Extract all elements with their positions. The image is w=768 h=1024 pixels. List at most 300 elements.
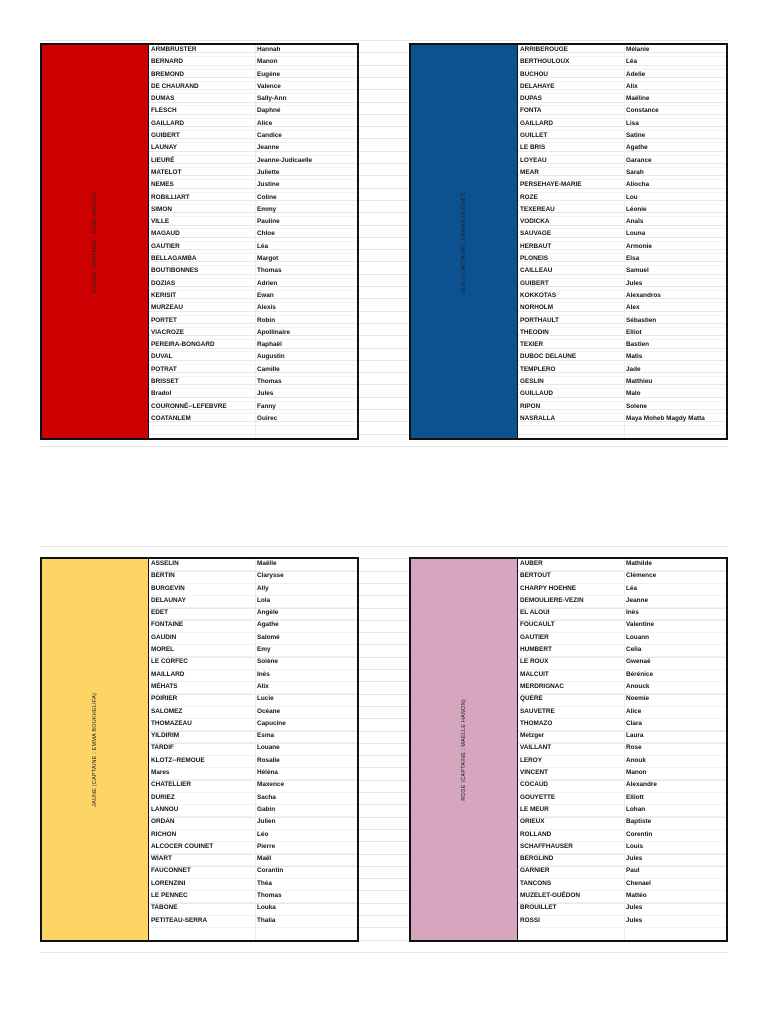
last-name-cell: LE BRIS — [520, 144, 546, 152]
table-row — [518, 365, 726, 377]
last-name-cell: AUBER — [520, 560, 543, 567]
last-name-cell: POIRIER — [151, 695, 178, 703]
last-name-cell: DELAHAYE — [520, 82, 555, 90]
first-name-cell: Ally — [257, 584, 269, 592]
last-name-cell: BERTOUT — [520, 572, 551, 580]
first-name-cell: Louna — [626, 230, 646, 238]
table-row — [149, 340, 357, 352]
table-row — [149, 879, 357, 891]
table-row — [518, 756, 726, 768]
last-name-cell: ROLLAND — [520, 830, 552, 838]
table-row — [518, 830, 726, 842]
first-name-cell: Maxence — [257, 781, 284, 789]
last-name-cell: ARMBRUSTER — [151, 46, 197, 53]
first-name-cell: Mattéo — [626, 892, 647, 900]
table-row — [518, 916, 726, 928]
table-row — [518, 193, 726, 205]
first-name-cell: Samuel — [626, 267, 649, 275]
last-name-cell: WIART — [151, 855, 172, 863]
first-name-cell: Valence — [257, 82, 281, 90]
last-name-cell: ORIEUX — [520, 818, 545, 826]
first-name-cell: Jade — [626, 365, 641, 373]
first-name-cell: Alexandre — [626, 781, 657, 789]
table-row — [518, 180, 726, 192]
last-name-cell: PORTHAULT — [520, 316, 559, 324]
table-row — [149, 633, 357, 645]
last-name-cell: TARDIF — [151, 744, 174, 752]
last-name-cell: LE MEUR — [520, 805, 549, 813]
table-row — [149, 903, 357, 915]
last-name-cell: LEROY — [520, 756, 543, 764]
last-name-cell: BERTIN — [151, 572, 175, 580]
first-name-cell: Inès — [257, 670, 270, 678]
table-row — [149, 94, 357, 106]
last-name-cell: PEREIRA-BONGARD — [151, 341, 215, 349]
table-row — [518, 242, 726, 254]
first-name-cell: Jules — [626, 904, 643, 912]
table-row — [518, 389, 726, 401]
first-name-cell: Louane — [257, 744, 280, 752]
table-row — [518, 670, 726, 682]
table-row — [518, 94, 726, 106]
table-row — [149, 584, 357, 596]
last-name-cell: KOKKOTAS — [520, 291, 557, 299]
table-row — [149, 106, 357, 118]
first-name-cell: Matthieu — [626, 378, 653, 386]
first-name-cell: Margot — [257, 255, 279, 263]
table-row — [149, 694, 357, 706]
last-name-cell: DOZIAS — [151, 279, 176, 287]
table-row — [518, 780, 726, 792]
table-row — [149, 168, 357, 180]
first-name-cell: Malo — [626, 390, 641, 398]
team-jaune-member-list — [149, 559, 357, 928]
last-name-cell: GAILLARD — [151, 119, 185, 127]
first-name-cell: Louis — [626, 842, 644, 850]
table-row — [518, 143, 726, 155]
last-name-cell: Bradol — [151, 390, 172, 398]
first-name-cell: Coline — [257, 193, 277, 201]
table-row — [518, 719, 726, 731]
first-name-cell: Sally-Ann — [257, 95, 287, 103]
table-row — [149, 571, 357, 583]
last-name-cell: DUMAS — [151, 95, 175, 103]
table-row — [518, 57, 726, 69]
table-row — [149, 217, 357, 229]
table-row — [149, 70, 357, 82]
first-name-cell: Jeanne — [626, 596, 649, 604]
last-name-cell: GUILLET — [520, 132, 548, 140]
team-rouge-color-band — [42, 45, 149, 438]
first-name-cell: Elliott — [626, 793, 644, 801]
first-name-cell: Satine — [626, 132, 646, 140]
first-name-cell: Armonie — [626, 242, 652, 250]
last-name-cell: SAUVETRE — [520, 707, 555, 715]
first-name-cell: Lohan — [626, 805, 646, 813]
first-name-cell: Thomas — [257, 378, 282, 386]
table-row — [149, 279, 357, 291]
table-row — [149, 266, 357, 278]
last-name-cell: DUPAS — [520, 95, 542, 103]
first-name-cell: Guirec — [257, 414, 278, 422]
last-name-cell: LORENZINI — [151, 879, 186, 887]
first-name-cell: Jeanne-Judicaelle — [257, 156, 313, 164]
last-name-cell: GOUYETTE — [520, 793, 556, 801]
first-name-cell: Jules — [626, 855, 643, 863]
first-name-cell: Thomas — [257, 892, 282, 900]
last-name-cell: CHARPY HOEHNE — [520, 584, 576, 592]
table-row — [149, 352, 357, 364]
table-row — [518, 854, 726, 866]
table-row — [518, 657, 726, 669]
table-row — [149, 780, 357, 792]
table-row — [518, 879, 726, 891]
first-name-cell: Sébastien — [626, 316, 657, 324]
last-name-cell: MAGAUD — [151, 230, 180, 238]
table-row — [149, 620, 357, 632]
table-row — [149, 229, 357, 241]
first-name-cell: Léa — [626, 584, 638, 592]
first-name-cell: Alice — [257, 119, 273, 127]
table-row — [518, 291, 726, 303]
last-name-cell: BRISSET — [151, 378, 179, 386]
last-name-cell: SCHAFFHAUSER — [520, 842, 573, 850]
team-rose-label: ROSE (CAPTAINE : MAELLE HANON) — [461, 698, 467, 801]
last-name-cell: FLESCH — [151, 107, 177, 115]
last-name-cell: BERNARD — [151, 58, 183, 66]
table-row — [518, 303, 726, 315]
first-name-cell: Apollinaire — [257, 328, 291, 336]
table-row — [518, 119, 726, 131]
last-name-cell: MURZEAU — [151, 304, 183, 312]
table-row — [149, 891, 357, 903]
team-jaune-color-band — [42, 559, 149, 940]
table-row — [518, 633, 726, 645]
table-row — [518, 229, 726, 241]
table-row — [518, 316, 726, 328]
first-name-cell: Léa — [257, 242, 269, 250]
first-name-cell: Raphaël — [257, 341, 282, 349]
last-name-cell: LE ROUX — [520, 658, 549, 666]
last-name-cell: VODICKA — [520, 218, 550, 226]
last-name-cell: PERSEHAYE-MARIE — [520, 181, 582, 189]
table-row — [518, 377, 726, 389]
last-name-cell: Metzger — [520, 732, 545, 740]
last-name-cell: RIPON — [520, 402, 541, 410]
first-name-cell: Anouk — [626, 756, 646, 764]
last-name-cell: YILDIRIM — [151, 732, 180, 740]
first-name-cell: Daphné — [257, 107, 281, 115]
first-name-cell: Salomé — [257, 633, 280, 641]
last-name-cell: TEXIER — [520, 341, 544, 349]
last-name-cell: GUIBERT — [151, 132, 180, 140]
last-name-cell: FOUCAULT — [520, 621, 555, 629]
table-row — [149, 82, 357, 94]
table-row — [149, 805, 357, 817]
table-row — [149, 193, 357, 205]
first-name-cell: Alexis — [257, 304, 276, 312]
first-name-cell: Elliot — [626, 328, 642, 336]
first-name-cell: Agathe — [257, 621, 279, 629]
first-name-cell: Valentine — [626, 621, 655, 629]
last-name-cell: CAILLEAU — [520, 267, 553, 275]
first-name-cell: Chloe — [257, 230, 275, 238]
first-name-cell: Léa — [626, 58, 638, 66]
last-name-cell: BUCHOU — [520, 70, 549, 78]
table-row — [149, 916, 357, 928]
last-name-cell: LAUNAY — [151, 144, 178, 152]
table-row — [518, 608, 726, 620]
last-name-cell: ARRIBEROUGE — [520, 46, 568, 53]
table-row — [518, 571, 726, 583]
last-name-cell: TANCONS — [520, 879, 552, 887]
last-name-cell: ORDAN — [151, 818, 175, 826]
last-name-cell: COCAUD — [520, 781, 549, 789]
table-row — [149, 756, 357, 768]
last-name-cell: VIACROZE — [151, 328, 185, 336]
first-name-cell: Thomas — [257, 267, 282, 275]
last-name-cell: KERISIT — [151, 291, 177, 299]
table-row — [149, 303, 357, 315]
last-name-cell: HERBAUT — [520, 242, 552, 250]
table-row — [518, 328, 726, 340]
first-name-cell: Justine — [257, 181, 280, 189]
first-name-cell: Clara — [626, 719, 642, 727]
last-name-cell: ALCOCER COUINET — [151, 842, 214, 850]
last-name-cell: ROBILLIART — [151, 193, 190, 201]
table-row — [518, 768, 726, 780]
first-name-cell: Corantin — [257, 867, 284, 875]
last-name-cell: BOUTIBONNES — [151, 267, 199, 275]
first-name-cell: Clémence — [626, 572, 657, 580]
table-row — [518, 131, 726, 143]
first-name-cell: Adelie — [626, 70, 646, 78]
first-name-cell: Jeanne — [257, 144, 280, 152]
last-name-cell: TEMPLERO — [520, 365, 556, 373]
table-row — [518, 106, 726, 118]
first-name-cell: Laura — [626, 732, 644, 740]
table-row — [518, 584, 726, 596]
table-row — [149, 365, 357, 377]
first-name-cell: Constance — [626, 107, 659, 115]
team-jaune-label: JAUNE (CAPTAINE : EMMA BOUKHELIFA) — [92, 692, 98, 807]
last-name-cell: FONTAINE — [151, 621, 184, 629]
first-name-cell: Hannah — [257, 46, 281, 53]
first-name-cell: Maëline — [626, 95, 650, 103]
team-bleu-member-list — [518, 45, 726, 426]
table-row — [518, 645, 726, 657]
table-row — [518, 891, 726, 903]
last-name-cell: VINCENT — [520, 769, 549, 777]
first-name-cell: Rose — [626, 744, 642, 752]
first-name-cell: Noemie — [626, 695, 650, 703]
first-name-cell: Eugène — [257, 70, 281, 78]
table-row — [149, 328, 357, 340]
first-name-cell: Paul — [626, 867, 640, 875]
table-row — [149, 316, 357, 328]
table-row — [149, 242, 357, 254]
table-row — [149, 131, 357, 143]
team-rouge-label: ROUGE (CAPTAINE : TOMA ONCHIC) — [92, 190, 98, 293]
last-name-cell: KLOTZ--REMOUE — [151, 756, 205, 764]
first-name-cell: Lisa — [626, 119, 639, 127]
last-name-cell: PETITEAU-SERRA — [151, 916, 208, 924]
last-name-cell: SAUVAGE — [520, 230, 552, 238]
team-bleu-color-band — [411, 45, 518, 438]
first-name-cell: Théa — [257, 879, 272, 887]
first-name-cell: Celia — [626, 646, 642, 654]
first-name-cell: Mélanie — [626, 46, 650, 53]
first-name-cell: Juliette — [257, 168, 280, 176]
first-name-cell: Camille — [257, 365, 280, 373]
team-bleu-table — [409, 43, 728, 440]
table-row — [149, 156, 357, 168]
table-row — [518, 817, 726, 829]
last-name-cell: DE CHAURAND — [151, 82, 199, 90]
table-row — [518, 731, 726, 743]
last-name-cell: DUBOC DELAUNE — [520, 353, 577, 361]
table-row — [518, 205, 726, 217]
last-name-cell: GAUTIER — [151, 242, 180, 250]
table-row — [518, 352, 726, 364]
last-name-cell: THOMAZO — [520, 719, 553, 727]
table-row — [518, 842, 726, 854]
table-row — [149, 743, 357, 755]
last-name-cell: DELAUNAY — [151, 596, 186, 604]
table-row — [518, 694, 726, 706]
first-name-cell: Aliocha — [626, 181, 650, 189]
first-name-cell: Jules — [257, 390, 274, 398]
table-row — [518, 70, 726, 82]
last-name-cell: MEAR — [520, 168, 539, 176]
first-name-cell: Anouck — [626, 682, 650, 690]
last-name-cell: LE PENNEC — [151, 892, 188, 900]
table-row — [149, 657, 357, 669]
first-name-cell: Agathe — [626, 144, 648, 152]
table-row — [149, 57, 357, 69]
last-name-cell: THOMAZEAU — [151, 719, 192, 727]
table-row — [518, 340, 726, 352]
last-name-cell: ROSSI — [520, 916, 540, 924]
first-name-cell: Maya Moheb Magdy Matta — [626, 414, 705, 422]
team-rouge-table — [40, 43, 359, 440]
first-name-cell: Inès — [626, 609, 639, 617]
first-name-cell: Louann — [626, 633, 650, 641]
table-row — [518, 866, 726, 878]
last-name-cell: BREMOND — [151, 70, 185, 78]
last-name-cell: PLONEIS — [520, 255, 549, 263]
last-name-cell: NEMES — [151, 181, 174, 189]
last-name-cell: GAILLARD — [520, 119, 554, 127]
table-row — [149, 793, 357, 805]
table-row — [149, 180, 357, 192]
last-name-cell: EL ALOUI — [520, 609, 550, 617]
first-name-cell: Candice — [257, 132, 282, 140]
last-name-cell: LE CORFEC — [151, 658, 188, 666]
first-name-cell: Louka — [257, 904, 276, 912]
table-row — [149, 682, 357, 694]
first-name-cell: Léo — [257, 830, 269, 838]
last-name-cell: SALOMEZ — [151, 707, 183, 715]
first-name-cell: Solene — [626, 402, 647, 410]
table-row — [149, 377, 357, 389]
first-name-cell: Alix — [257, 682, 269, 690]
first-name-cell: Léonie — [626, 205, 647, 213]
last-name-cell: FAUCONNET — [151, 867, 191, 875]
last-name-cell: BERGLIND — [520, 855, 554, 863]
last-name-cell: QUERE — [520, 695, 543, 703]
last-name-cell: GESLIN — [520, 378, 544, 386]
table-row — [149, 119, 357, 131]
first-name-cell: Bastien — [626, 341, 650, 349]
table-row — [149, 402, 357, 414]
last-name-cell: CHATELLIER — [151, 781, 191, 789]
last-name-cell: GARNIER — [520, 867, 550, 875]
table-row — [518, 168, 726, 180]
first-name-cell: Maëlle — [257, 560, 277, 567]
first-name-cell: Emmy — [257, 205, 277, 213]
last-name-cell: DEMOULIERE-VEZIN — [520, 596, 584, 604]
table-row — [518, 559, 726, 571]
last-name-cell: DUVAL — [151, 353, 173, 361]
last-name-cell: DURIEZ — [151, 793, 175, 801]
table-row — [149, 719, 357, 731]
last-name-cell: VILLE — [151, 218, 170, 226]
table-row — [518, 414, 726, 426]
first-name-cell: Garance — [626, 156, 652, 164]
team-rose-member-list — [518, 559, 726, 928]
first-name-cell: Anaïs — [626, 218, 644, 226]
table-row — [518, 682, 726, 694]
table-row — [149, 254, 357, 266]
table-row — [518, 743, 726, 755]
table-row — [518, 793, 726, 805]
table-row — [518, 217, 726, 229]
table-row — [149, 291, 357, 303]
table-row — [149, 143, 357, 155]
first-name-cell: Chenael — [626, 879, 651, 887]
first-name-cell: Esma — [257, 732, 275, 740]
table-row — [518, 707, 726, 719]
table-row — [518, 596, 726, 608]
first-name-cell: Pauline — [257, 218, 280, 226]
last-name-cell: LOYEAU — [520, 156, 547, 164]
first-name-cell: Julien — [257, 818, 276, 826]
table-row — [518, 266, 726, 278]
last-name-cell: THEODIN — [520, 328, 549, 336]
last-name-cell: COATANLEM — [151, 414, 191, 422]
last-name-cell: BELLAGAMBA — [151, 255, 197, 263]
last-name-cell: PORTET — [151, 316, 177, 324]
table-row — [518, 620, 726, 632]
table-row — [518, 805, 726, 817]
last-name-cell: COURONNÉ--LEFEBVRE — [151, 402, 227, 410]
first-name-cell: Lucie — [257, 695, 274, 703]
table-row — [149, 670, 357, 682]
last-name-cell: Mares — [151, 769, 170, 777]
table-row — [149, 817, 357, 829]
table-row — [518, 82, 726, 94]
first-name-cell: Baptiste — [626, 818, 652, 826]
first-name-cell: Capucine — [257, 719, 286, 727]
last-name-cell: MALCUIT — [520, 670, 549, 678]
table-row — [149, 842, 357, 854]
first-name-cell: Fanny — [257, 402, 276, 410]
first-name-cell: Alix — [626, 82, 638, 90]
last-name-cell: BERTHOULOUX — [520, 58, 570, 66]
team-rose-color-band — [411, 559, 518, 940]
table-row — [149, 830, 357, 842]
